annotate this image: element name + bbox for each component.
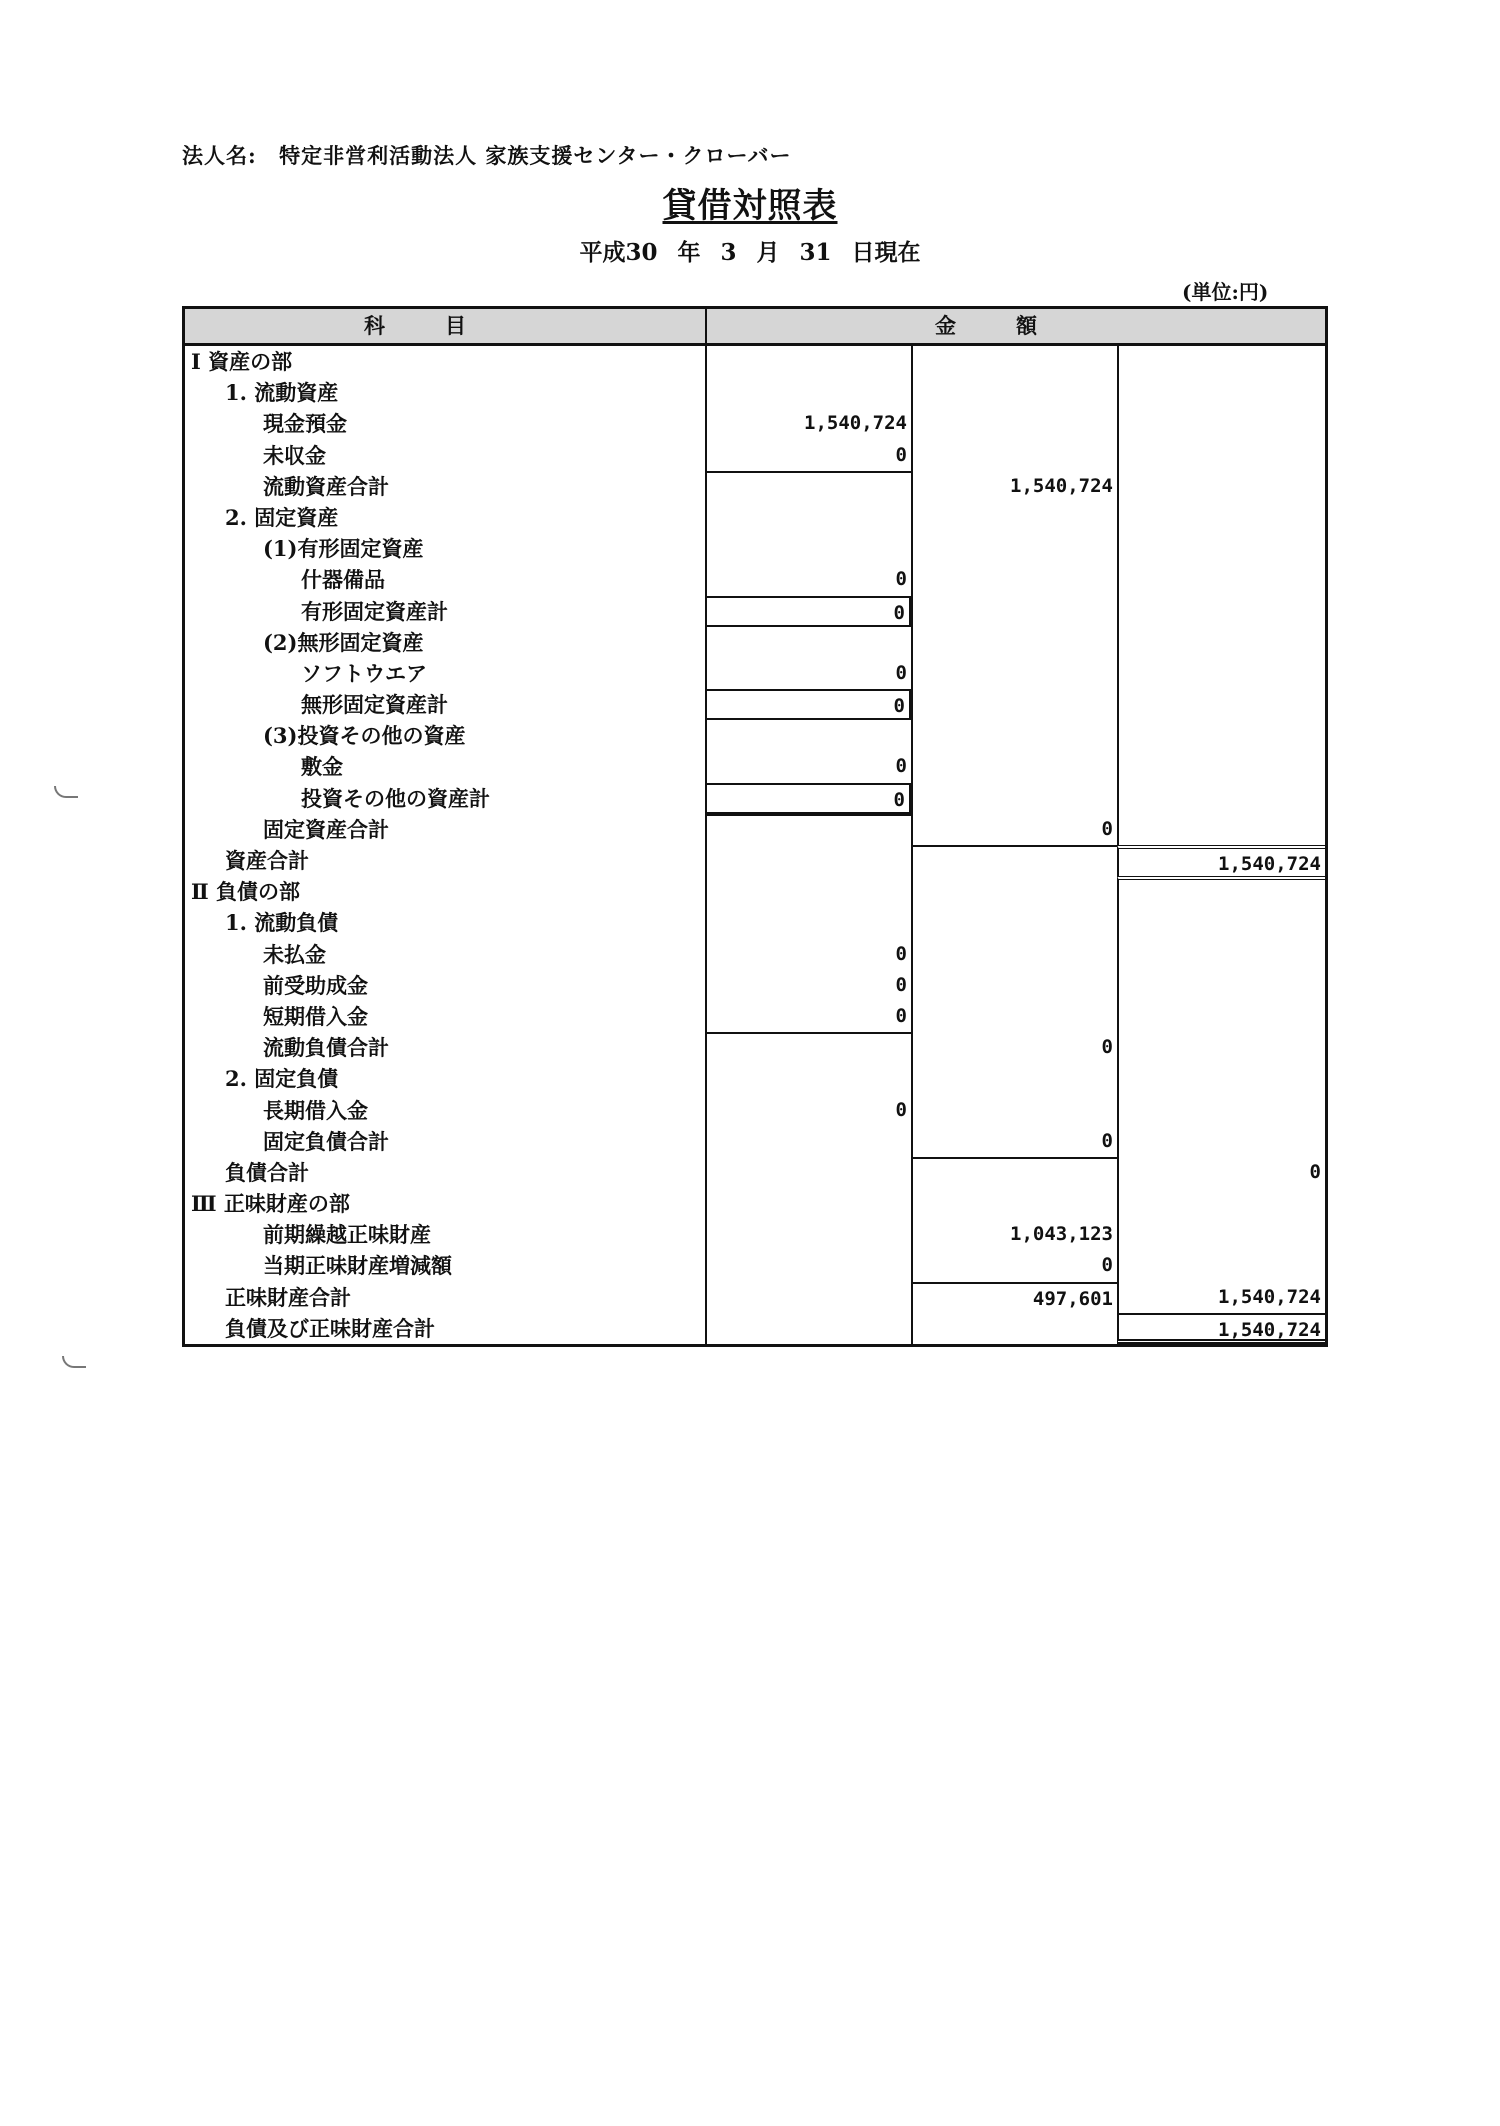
amount-cell-c2 <box>911 939 1117 970</box>
amount-cell-c2 <box>911 1157 1117 1188</box>
amount-cell-c1 <box>705 1250 911 1281</box>
column-header-item: 科目 <box>185 309 707 343</box>
table-row <box>185 876 1325 907</box>
table-body <box>185 346 1325 1344</box>
amount-cell-c3 <box>1117 471 1325 502</box>
amount-cell-c2 <box>911 1188 1117 1219</box>
row-label: (1)有形固定資産 <box>263 536 424 562</box>
amount-cell-c1: 0 <box>705 596 911 627</box>
amount-cell-c3 <box>1117 1032 1325 1063</box>
amount-cell-c1: 0 <box>705 783 911 814</box>
amount-cell-c1 <box>705 1032 911 1063</box>
table-row <box>185 596 1325 627</box>
amount-cell-c2: 497,601 <box>911 1282 1117 1313</box>
table-row <box>185 533 1325 564</box>
row-label: 前期繰越正味財産 <box>263 1222 431 1248</box>
amount-cell-c1: 0 <box>705 1001 911 1032</box>
amount-cell-c2 <box>911 720 1117 751</box>
amount-cell-c1: 0 <box>705 564 911 595</box>
amount-cell-c1 <box>705 533 911 564</box>
amount-cell-c3 <box>1117 346 1325 377</box>
table-header <box>185 309 1325 346</box>
row-label: ソフトウエア <box>301 660 427 686</box>
document-title: 貸借対照表 <box>662 186 838 226</box>
amount-cell-c2 <box>911 876 1117 907</box>
row-label: 流動資産合計 <box>263 473 389 499</box>
row-label: 固定負債合計 <box>263 1128 389 1154</box>
amount-cell-c1 <box>705 1282 911 1313</box>
amount-cell-c1: 0 <box>705 939 911 970</box>
amount-cell-c1 <box>705 1188 911 1219</box>
amount-cell-c2 <box>911 627 1117 658</box>
amount-cell-c3 <box>1117 1219 1325 1250</box>
amount-cell-c2: 0 <box>911 1126 1117 1157</box>
amount-cell-c1: 0 <box>705 1095 911 1126</box>
row-label: 未払金 <box>263 941 326 967</box>
amount-cell-c2 <box>911 845 1117 876</box>
amount-cell-c2 <box>911 533 1117 564</box>
amount-cell-c3 <box>1117 533 1325 564</box>
table-row <box>185 346 1325 377</box>
amount-cell-c3: 1,540,724 <box>1117 1282 1325 1313</box>
amount-cell-c2 <box>911 751 1117 782</box>
amount-cell-c3 <box>1117 751 1325 782</box>
amount-cell-c1 <box>705 814 911 845</box>
amount-cell-c2 <box>911 658 1117 689</box>
amount-cell-c2 <box>911 1063 1117 1094</box>
row-label: 現金預金 <box>263 411 347 437</box>
amount-cell-c1 <box>705 1313 911 1344</box>
row-label: 敷金 <box>301 754 343 780</box>
amount-cell-c1 <box>705 1063 911 1094</box>
row-label: 正味財産合計 <box>225 1284 351 1310</box>
balance-sheet-table <box>182 306 1328 1347</box>
amount-cell-c1 <box>705 502 911 533</box>
table-row <box>185 1126 1325 1157</box>
amount-cell-c1 <box>705 1126 911 1157</box>
table-row <box>185 627 1325 658</box>
table-row <box>185 689 1325 720</box>
amount-cell-c3 <box>1117 1188 1325 1219</box>
unit-label: (単位:円) <box>1182 280 1269 304</box>
amount-cell-c3 <box>1117 1063 1325 1094</box>
amount-cell-c1: 0 <box>705 658 911 689</box>
table-row <box>185 1313 1325 1344</box>
table-row <box>185 564 1325 595</box>
table-row <box>185 658 1325 689</box>
amount-cell-c3 <box>1117 502 1325 533</box>
amount-cell-c1: 0 <box>705 440 911 471</box>
as-of-date: 平成30 年 3 月 31 日現在 <box>579 239 921 266</box>
row-label: Ⅰ 資産の部 <box>191 349 293 374</box>
table-row <box>185 939 1325 970</box>
amount-cell-c2 <box>911 1095 1117 1126</box>
amount-cell-c2 <box>911 689 1117 720</box>
table-row <box>185 1250 1325 1281</box>
org-line <box>182 140 792 170</box>
table-row <box>185 1032 1325 1063</box>
org-name: 特定非営利活動法人 家族支援センター・クローバー <box>279 143 792 168</box>
amount-cell-c2 <box>911 1001 1117 1032</box>
row-label: 負債及び正味財産合計 <box>225 1315 435 1341</box>
amount-cell-c1 <box>705 377 911 408</box>
amount-cell-c3 <box>1117 876 1325 907</box>
amount-cell-c1 <box>705 346 911 377</box>
table-row <box>185 1001 1325 1032</box>
amount-cell-c1 <box>705 471 911 502</box>
amount-cell-c3 <box>1117 689 1325 720</box>
amount-cell-c1 <box>705 1157 911 1188</box>
amount-cell-c2 <box>911 440 1117 471</box>
row-label: 投資その他の資産計 <box>301 785 490 811</box>
amount-cell-c2 <box>911 970 1117 1001</box>
table-row <box>185 814 1325 845</box>
amount-cell-c2: 0 <box>911 1032 1117 1063</box>
table-row <box>185 1157 1325 1188</box>
row-label: 長期借入金 <box>263 1097 368 1123</box>
amount-cell-c3 <box>1117 596 1325 627</box>
table-row <box>185 845 1325 876</box>
amount-cell-c3 <box>1117 1095 1325 1126</box>
table-row <box>185 1063 1325 1094</box>
amount-cell-c2 <box>911 346 1117 377</box>
row-label: 1. 流動負債 <box>225 910 339 936</box>
table-row <box>185 1095 1325 1126</box>
amount-cell-c3 <box>1117 564 1325 595</box>
table-row <box>185 720 1325 751</box>
amount-cell-c2 <box>911 783 1117 814</box>
row-label: 資産合計 <box>225 848 309 873</box>
table-row <box>185 408 1325 439</box>
amount-cell-c3 <box>1117 970 1325 1001</box>
table-row <box>185 907 1325 938</box>
amount-cell-c3 <box>1117 440 1325 471</box>
column-header-amount: 金額 <box>935 313 1097 338</box>
amount-cell-c3 <box>1117 1126 1325 1157</box>
org-label: 法人名: <box>182 143 257 168</box>
row-label: (3)投資その他の資産 <box>263 723 466 749</box>
row-label: 未収金 <box>263 442 326 468</box>
amount-cell-c1 <box>705 1219 911 1250</box>
amount-cell-c2 <box>911 377 1117 408</box>
table-row <box>185 440 1325 471</box>
amount-cell-c2 <box>911 907 1117 938</box>
table-row <box>185 970 1325 1001</box>
table-row <box>185 377 1325 408</box>
table-row <box>185 471 1325 502</box>
amount-cell-c3 <box>1117 939 1325 970</box>
amount-cell-c3 <box>1117 1250 1325 1281</box>
row-label: 当期正味財産増減額 <box>263 1253 452 1279</box>
amount-cell-c1 <box>705 845 911 876</box>
table-row <box>185 1282 1325 1313</box>
amount-cell-c3 <box>1117 783 1325 814</box>
table-row <box>185 1188 1325 1219</box>
table-row <box>185 502 1325 533</box>
amount-cell-c1: 0 <box>705 689 911 720</box>
amount-cell-c1 <box>705 720 911 751</box>
scan-mark <box>54 786 78 798</box>
row-label: 2. 固定負債 <box>225 1066 339 1092</box>
amount-cell-c1: 0 <box>705 751 911 782</box>
amount-cell-c3: 0 <box>1117 1157 1325 1188</box>
amount-cell-c3 <box>1117 1001 1325 1032</box>
amount-cell-c1: 0 <box>705 970 911 1001</box>
amount-cell-c2 <box>911 1313 1117 1344</box>
table-row <box>185 751 1325 782</box>
row-label: 固定資産合計 <box>263 816 389 842</box>
amount-cell-c2 <box>911 596 1117 627</box>
amount-cell-c3 <box>1117 377 1325 408</box>
table-row <box>185 783 1325 814</box>
row-label: 1. 流動資産 <box>225 380 339 406</box>
amount-cell-c2: 1,540,724 <box>911 471 1117 502</box>
amount-cell-c3 <box>1117 627 1325 658</box>
amount-cell-c3 <box>1117 720 1325 751</box>
row-label: 有形固定資産計 <box>301 598 448 624</box>
row-label: Ⅲ 正味財産の部 <box>191 1191 350 1217</box>
table-row <box>185 1219 1325 1250</box>
amount-cell-c1 <box>705 907 911 938</box>
amount-cell-c1: 1,540,724 <box>705 408 911 439</box>
row-label: 2. 固定資産 <box>225 504 339 530</box>
amount-cell-c2: 0 <box>911 814 1117 845</box>
row-label: 無形固定資産計 <box>301 692 448 718</box>
row-label: 負債合計 <box>225 1159 309 1185</box>
amount-cell-c2 <box>911 408 1117 439</box>
amount-cell-c3: 1,540,724 <box>1117 1313 1325 1344</box>
amount-cell-c3 <box>1117 408 1325 439</box>
amount-cell-c2: 1,043,123 <box>911 1219 1117 1250</box>
amount-cell-c1 <box>705 627 911 658</box>
amount-cell-c2 <box>911 564 1117 595</box>
amount-cell-c2: 0 <box>911 1250 1117 1281</box>
row-label: (2)無形固定資産 <box>263 629 424 655</box>
amount-cell-c3: 1,540,724 <box>1117 845 1325 876</box>
amount-cell-c3 <box>1117 814 1325 845</box>
amount-cell-c3 <box>1117 658 1325 689</box>
row-label: 什器備品 <box>301 567 385 593</box>
amount-cell-c3 <box>1117 907 1325 938</box>
scan-mark <box>62 1356 86 1368</box>
row-label: Ⅱ 負債の部 <box>191 879 301 905</box>
row-label: 前受助成金 <box>263 972 368 998</box>
amount-cell-c1 <box>705 876 911 907</box>
row-label: 短期借入金 <box>263 1003 368 1029</box>
row-label: 流動負債合計 <box>263 1035 389 1061</box>
amount-cell-c2 <box>911 502 1117 533</box>
